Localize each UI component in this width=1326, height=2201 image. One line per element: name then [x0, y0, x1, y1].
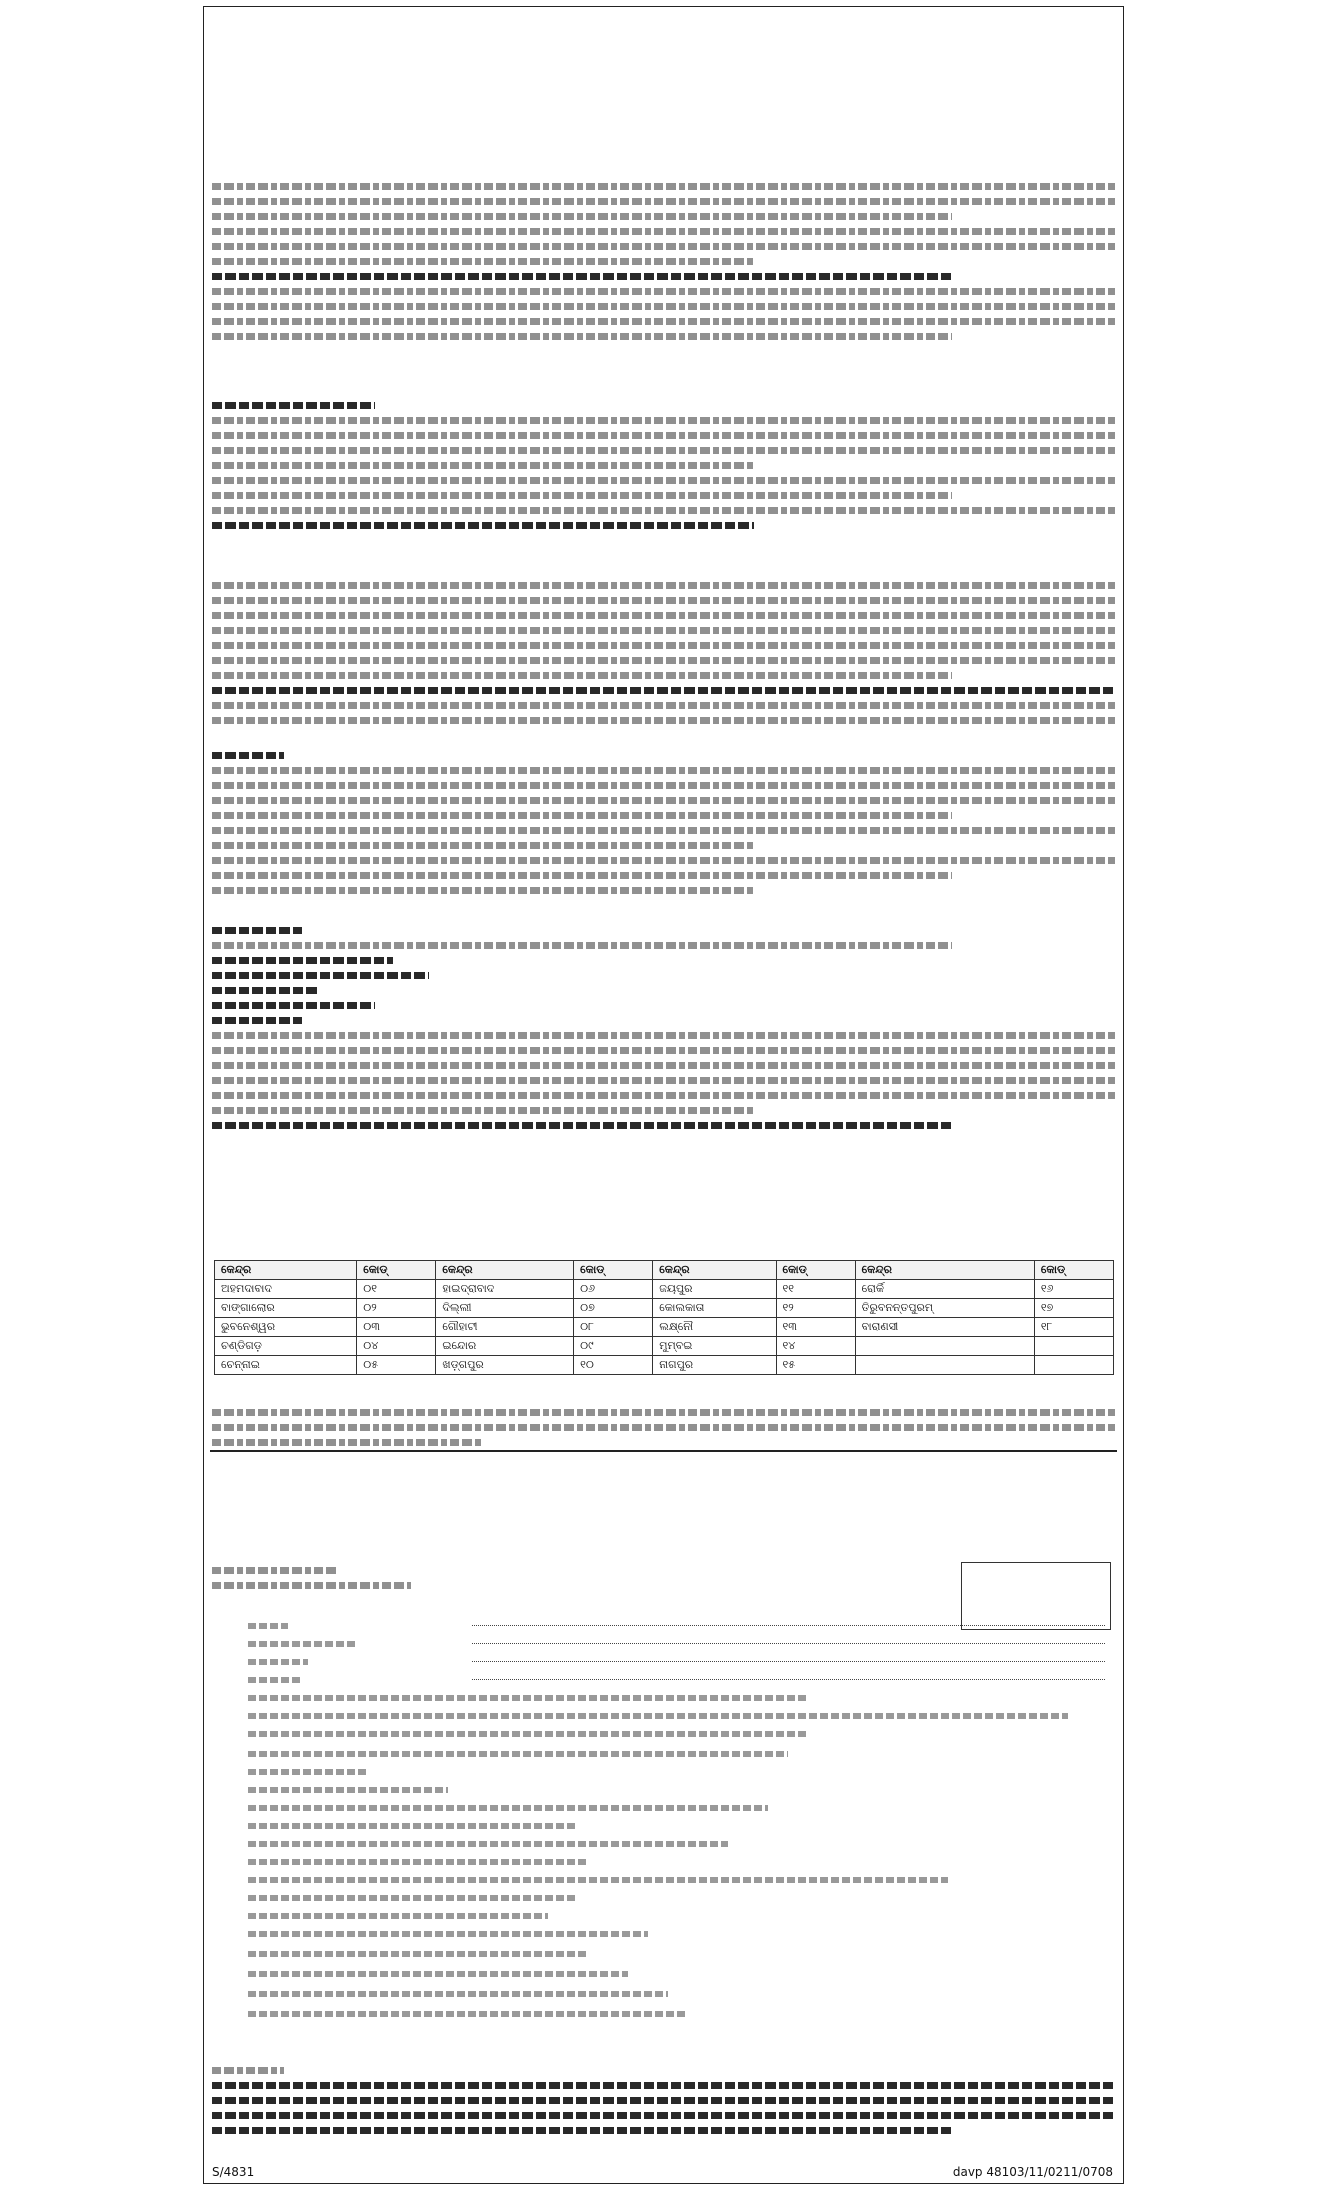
- table-cell: ଦିଲ୍ଲୀ: [436, 1299, 574, 1318]
- form-row: [212, 1655, 1115, 1669]
- form-row: [212, 1783, 1115, 1797]
- table-cell: ୧୨: [776, 1299, 855, 1318]
- table-cell: [1034, 1356, 1113, 1375]
- intro-paragraphs: [212, 183, 1115, 348]
- table-cell: ଅହମଦାବାଦ: [215, 1280, 357, 1299]
- table-cell: ୧୪: [776, 1337, 855, 1356]
- form-row: [212, 2007, 1115, 2021]
- table-cell: ଲକ୍ଷ୍ନୌ: [653, 1318, 776, 1337]
- table-cell: ଜୟପୁର: [653, 1280, 776, 1299]
- form-row: [212, 1927, 1115, 1941]
- advertisement-sheet: [203, 6, 1124, 2184]
- table-row: [215, 1337, 1114, 1356]
- col-header: କୋଡ୍: [776, 1261, 855, 1280]
- form-row: [212, 1801, 1115, 1815]
- table-cell: ୦୧: [357, 1280, 436, 1299]
- form-row: [212, 1987, 1115, 2001]
- table-cell: [855, 1337, 1034, 1356]
- col-header: କେନ୍ଦ୍ର: [215, 1261, 357, 1280]
- form-row: [212, 1967, 1115, 1981]
- table-cell: ୦୫: [357, 1356, 436, 1375]
- application-number-label: [212, 1567, 1115, 1597]
- table-cell: କୋଲକାତା: [653, 1299, 776, 1318]
- col-header: କେନ୍ଦ୍ର: [436, 1261, 574, 1280]
- table-cell: ତିରୁବନନ୍ତପୁରମ୍: [855, 1299, 1034, 1318]
- how-to-apply-section: [212, 927, 1115, 1137]
- table-cell: ଇନ୍ଦୋର: [436, 1337, 574, 1356]
- closing-dates-note: [212, 1409, 1115, 1454]
- table-cell: ଭୁବନେଶ୍ୱର: [215, 1318, 357, 1337]
- form-row: [212, 1837, 1115, 1851]
- section-divider: [210, 1450, 1117, 1452]
- col-header: କୋଡ୍: [357, 1261, 436, 1280]
- table-cell: ୧୭: [1034, 1299, 1113, 1318]
- form-row: [212, 1637, 1115, 1651]
- footer-code-right: davp 48103/11/0211/0708: [952, 2165, 1113, 2179]
- form-row: [212, 1873, 1115, 1887]
- form-row: [212, 1819, 1115, 1833]
- table-cell: ୦୬: [574, 1280, 653, 1299]
- form-row: [212, 1909, 1115, 1923]
- table-cell: ୦୭: [574, 1299, 653, 1318]
- table-row: [215, 1280, 1114, 1299]
- table-cell: ୧୦: [574, 1356, 653, 1375]
- table-cell: ୦୨: [357, 1299, 436, 1318]
- form-row: [212, 1947, 1115, 1961]
- table-cell: ଚେନ୍ନାଇ: [215, 1356, 357, 1375]
- table-cell: ହାଇଦ୍ରାବାଦ: [436, 1280, 574, 1299]
- table-cell: ୦୪: [357, 1337, 436, 1356]
- table-cell: ୧୬: [1034, 1280, 1113, 1299]
- eligibility-section: [212, 752, 1115, 902]
- table-row: [215, 1318, 1114, 1337]
- footer-code-left: S/4831: [212, 2165, 255, 2179]
- col-header: କେନ୍ଦ୍ର: [653, 1261, 776, 1280]
- table-cell: ୧୮: [1034, 1318, 1113, 1337]
- table-cell: ରୋର୍କି: [855, 1280, 1034, 1299]
- form-row: [212, 1709, 1115, 1723]
- col-header: କୋଡ୍: [1034, 1261, 1113, 1280]
- table-cell: ନାଗପୁର: [653, 1356, 776, 1375]
- table-cell: ୦୩: [357, 1318, 436, 1337]
- table-cell: ବାରାଣସୀ: [855, 1318, 1034, 1337]
- form-row: [212, 1727, 1115, 1741]
- table-row: [215, 1299, 1114, 1318]
- signature-and-notes: [212, 2067, 1115, 2142]
- col-header: କୋଡ୍: [574, 1261, 653, 1280]
- table-cell: [1034, 1337, 1113, 1356]
- selection-process-section: [212, 402, 1115, 537]
- form-row: [212, 1891, 1115, 1905]
- table-cell: [855, 1356, 1034, 1375]
- table-cell: ବାଙ୍ଗାଲୋର: [215, 1299, 357, 1318]
- table-cell: ୦୮: [574, 1318, 653, 1337]
- form-row: [212, 1765, 1115, 1779]
- table-cell: ମୁମ୍ବଇ: [653, 1337, 776, 1356]
- form-row: [212, 1619, 1115, 1633]
- form-row: [212, 1691, 1115, 1705]
- table-row: [215, 1356, 1114, 1375]
- table-cell: ଖଡ଼୍ଗପୁର: [436, 1356, 574, 1375]
- table-cell: ଚଣ୍ଡିଗଡ଼: [215, 1337, 357, 1356]
- form-row: [212, 1747, 1115, 1761]
- instructions-section: [212, 582, 1115, 732]
- form-row: [212, 1855, 1115, 1869]
- table-cell: ୧୫: [776, 1356, 855, 1375]
- table-cell: ୦୯: [574, 1337, 653, 1356]
- table-cell: ୧୧: [776, 1280, 855, 1299]
- table-cell: ୧୩: [776, 1318, 855, 1337]
- col-header: କେନ୍ଦ୍ର: [855, 1261, 1034, 1280]
- form-row: [212, 1673, 1115, 1687]
- test-centres-table: [214, 1260, 1114, 1375]
- table-cell: ଗୌହାଟୀ: [436, 1318, 574, 1337]
